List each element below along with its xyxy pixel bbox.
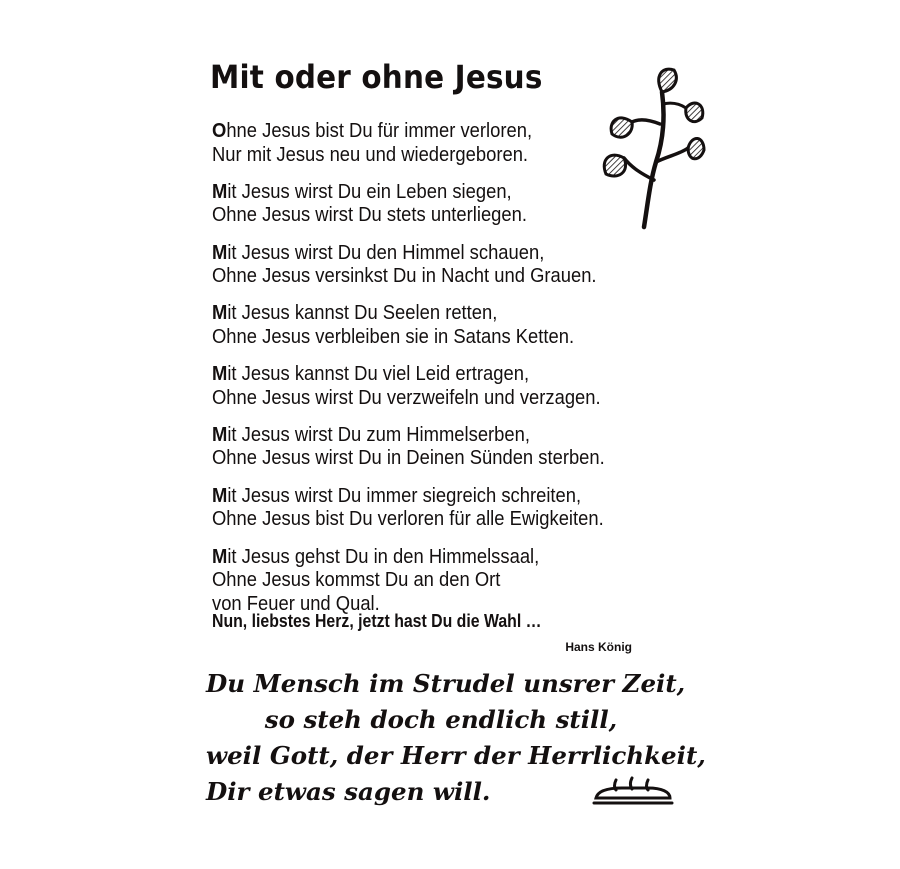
verse-line: Dir etwas sagen will. bbox=[206, 777, 491, 806]
stanza bbox=[212, 120, 654, 167]
stanza-initial: M bbox=[212, 545, 228, 568]
author-name: Hans König bbox=[565, 640, 632, 654]
stanza bbox=[212, 424, 654, 471]
stanza-line-text: it Jesus kannst Du Seelen retten, bbox=[227, 302, 498, 325]
stanza bbox=[212, 302, 654, 349]
stanza-line: Ohne Jesus wirst Du stets unterliegen. bbox=[212, 204, 527, 227]
stanza-line: Nur mit Jesus neu und wiedergeboren. bbox=[212, 143, 529, 166]
stanza-line-text: it Jesus wirst Du zum Himmelserben, bbox=[227, 423, 530, 446]
stanza-line-text: it Jesus wirst Du ein Leben siegen, bbox=[227, 180, 512, 203]
stanza-line-text: hne Jesus bist Du für immer verloren, bbox=[226, 120, 533, 142]
stanza-line: Ohne Jesus kommst Du an den Ort bbox=[212, 569, 501, 592]
stanza bbox=[212, 181, 654, 228]
stanza bbox=[212, 485, 654, 532]
stanza-line: Ohne Jesus bist Du verloren für alle Ewigkeiten. bbox=[212, 508, 604, 531]
stanza-line: von Feuer und Qual. bbox=[212, 592, 380, 615]
poem-stanzas bbox=[212, 120, 692, 630]
verse-line: Du Mensch im Strudel unsrer Zeit, bbox=[206, 669, 686, 698]
stanza-line bbox=[212, 363, 654, 387]
stanza-line bbox=[212, 424, 654, 448]
stanza-line: Ohne Jesus versinkst Du in Nacht und Grauen. bbox=[212, 265, 597, 288]
stanza-line: Ohne Jesus wirst Du verzweifeln und verzagen. bbox=[212, 386, 601, 409]
stanza-line-text: it Jesus wirst Du immer siegreich schreiten, bbox=[227, 484, 582, 507]
stanza bbox=[212, 546, 654, 617]
stanza-line bbox=[212, 546, 654, 570]
stanza-initial: M bbox=[212, 180, 228, 203]
verse-line: so steh doch endlich still, bbox=[264, 705, 618, 734]
stanza-line bbox=[212, 181, 654, 205]
poem-title: Mit oder ohne Jesus bbox=[210, 58, 543, 96]
stanza-line bbox=[212, 242, 654, 266]
stanza-line: Ohne Jesus verbleiben sie in Satans Ketten. bbox=[212, 325, 575, 348]
stanza-initial: M bbox=[212, 241, 228, 264]
stanza-line: Ohne Jesus wirst Du in Deinen Sünden sterben. bbox=[212, 447, 605, 470]
stanza-line-text: it Jesus wirst Du den Himmel schauen, bbox=[227, 241, 545, 264]
stanza-initial: O bbox=[212, 120, 227, 142]
stanza-line-text: it Jesus gehst Du in den Himmelssaal, bbox=[227, 545, 540, 568]
stanza bbox=[212, 242, 654, 289]
stanza-initial: M bbox=[212, 363, 228, 386]
stanza-line bbox=[212, 485, 654, 509]
stanza-initial: M bbox=[212, 302, 228, 325]
stanza-initial: M bbox=[212, 484, 228, 507]
verse-line: weil Gott, der Herr der Herrlichkeit, bbox=[206, 741, 706, 770]
stanza-line bbox=[212, 120, 654, 144]
stanza-initial: M bbox=[212, 423, 228, 446]
stanza-line-text: it Jesus kannst Du viel Leid ertragen, bbox=[227, 363, 530, 386]
stanza-line bbox=[212, 302, 654, 326]
bread-loaf-icon bbox=[592, 776, 674, 806]
stanza bbox=[212, 363, 654, 410]
closing-line: Nun, liebstes Herz, jetzt hast Du die Wahl … bbox=[212, 611, 542, 631]
